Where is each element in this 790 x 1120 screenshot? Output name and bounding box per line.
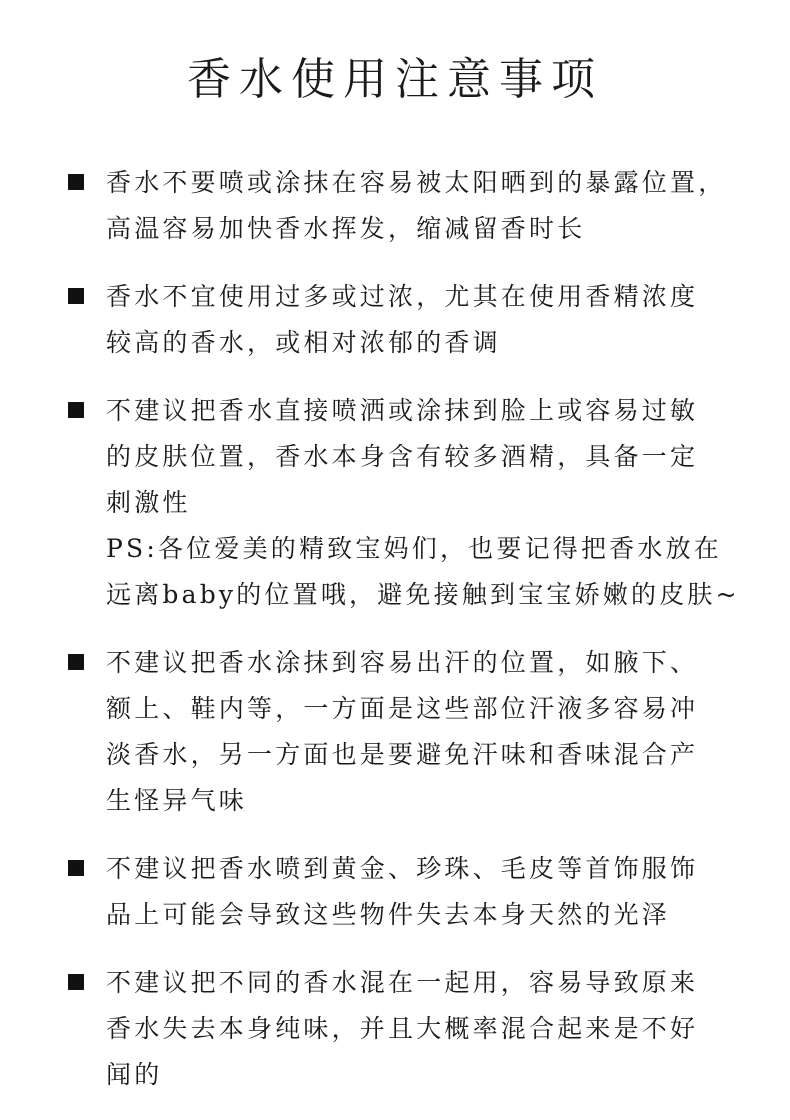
item-text-line: 淡香水，另一方面也是要避免汗味和香味混合产 — [106, 740, 699, 769]
item-text-line: 不建议把香水喷到黄金、珍珠、毛皮等首饰服饰 — [106, 854, 699, 883]
square-bullet-icon — [68, 860, 84, 876]
item-text-line: 品上可能会导致这些物件失去本身天然的光泽 — [106, 900, 671, 929]
item-text-line: 额上、鞋内等，一方面是这些部位汗液多容易冲 — [106, 694, 699, 723]
item-text-line: 不建议把不同的香水混在一起用，容易导致原来 — [106, 968, 699, 997]
item-text-line: 香水不要喷或涂抹在容易被太阳晒到的暴露位置， — [106, 168, 727, 197]
notes-list — [68, 160, 758, 1120]
list-item — [68, 640, 758, 824]
item-text-line: 香水失去本身纯味，并且大概率混合起来是不好 — [106, 1014, 699, 1043]
item-text-line: 较高的香水，或相对浓郁的香调 — [106, 328, 501, 357]
square-bullet-icon — [68, 174, 84, 190]
square-bullet-icon — [68, 974, 84, 990]
item-text-line: 香水不宜使用过多或过浓，尤其在使用香精浓度 — [106, 282, 699, 311]
square-bullet-icon — [68, 402, 84, 418]
square-bullet-icon — [68, 654, 84, 670]
list-item — [68, 846, 758, 938]
item-text-line: 生怪异气味 — [106, 786, 248, 815]
item-ps-line: 远离baby的位置哦，避免接触到宝宝娇嫩的皮肤~ — [106, 580, 740, 609]
item-text-line: 闻的 — [106, 1060, 163, 1089]
list-item — [68, 960, 758, 1098]
item-text-line: 的皮肤位置，香水本身含有较多酒精，具备一定 — [106, 442, 699, 471]
list-item — [68, 274, 758, 366]
item-text-line: 不建议把香水直接喷洒或涂抹到脸上或容易过敏 — [106, 396, 699, 425]
item-text-line: 不建议把香水涂抹到容易出汗的位置，如腋下、 — [106, 648, 699, 677]
page-title: 香水使用注意事项 — [187, 54, 603, 105]
list-item — [68, 388, 758, 618]
square-bullet-icon — [68, 288, 84, 304]
list-item — [68, 160, 758, 252]
item-ps-line: PS:各位爱美的精致宝妈们，也要记得把香水放在 — [106, 534, 722, 563]
item-text-line: 刺激性 — [106, 488, 191, 517]
item-text-line: 高温容易加快香水挥发，缩减留香时长 — [106, 214, 586, 243]
